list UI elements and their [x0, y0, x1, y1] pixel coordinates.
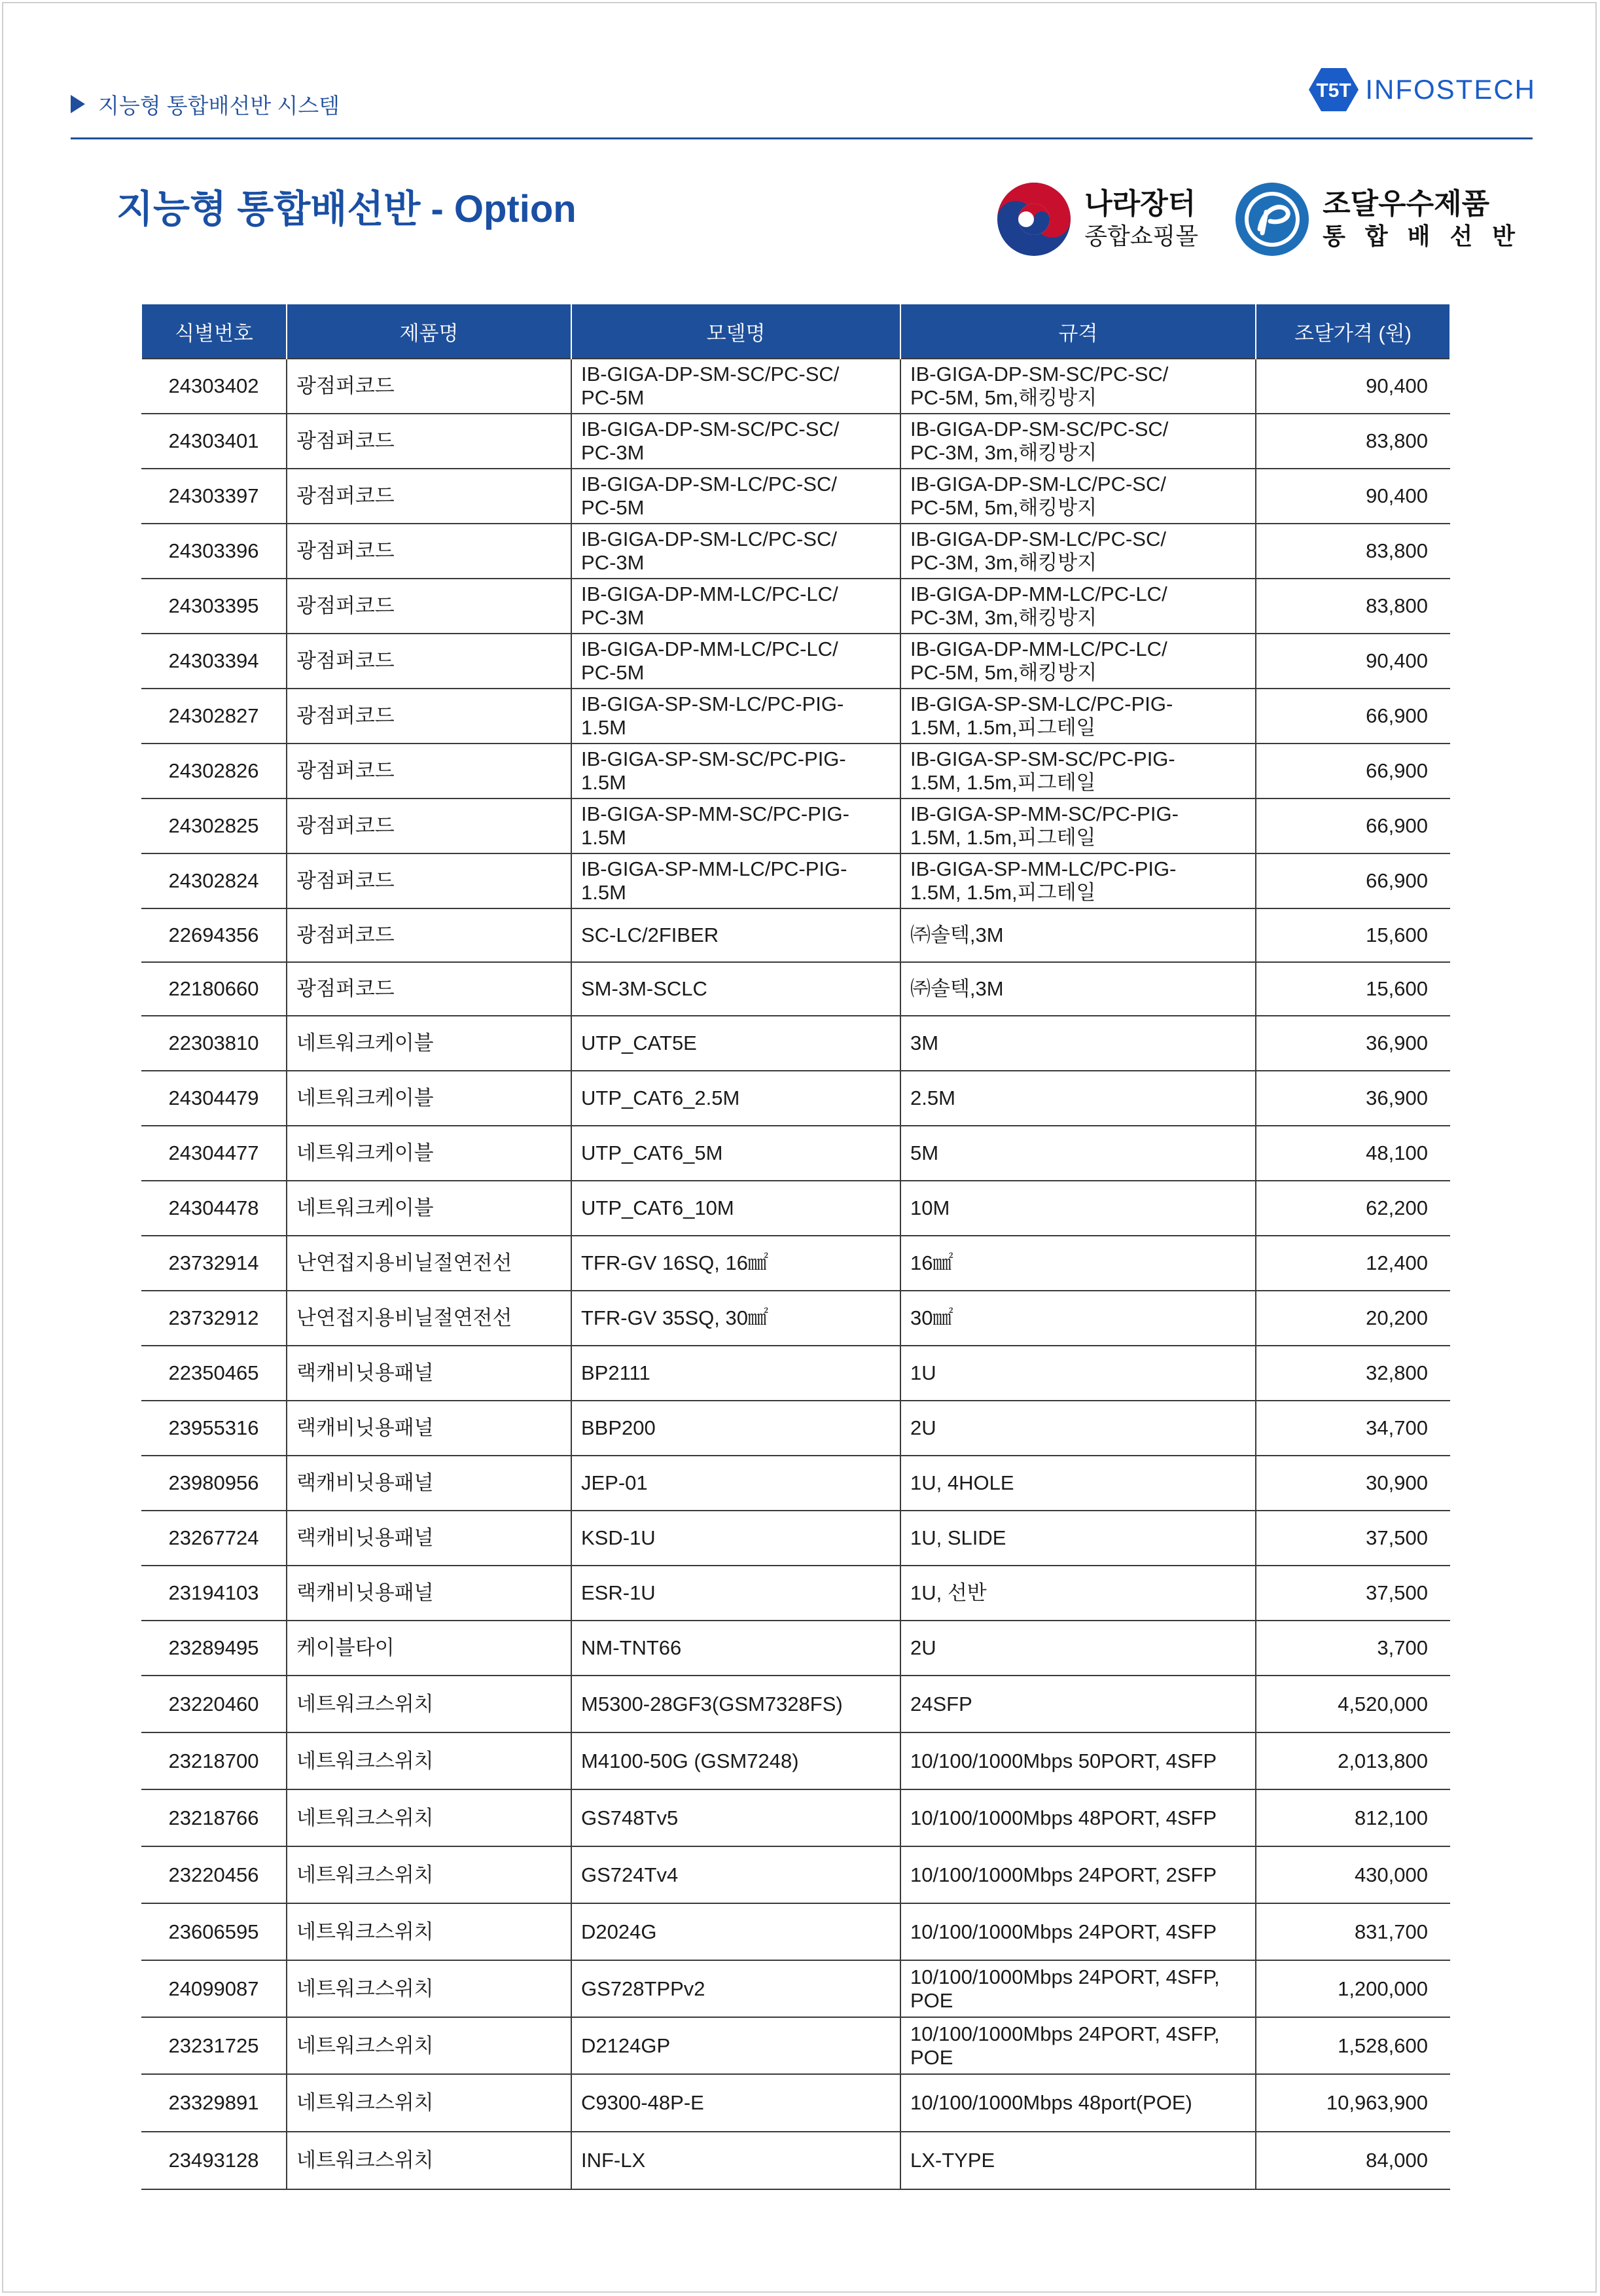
cell-product-name: 광점퍼코드 [287, 634, 571, 689]
table-row [141, 2017, 1450, 2074]
cell-spec: 10/100/1000Mbps 24PORT, 2SFP [900, 1846, 1256, 1903]
cell-product-name: 광점퍼코드 [287, 962, 571, 1016]
cell-id: 23220456 [141, 1846, 287, 1903]
header-price: 조달가격 (원) [1256, 304, 1450, 359]
table-row [141, 962, 1450, 1016]
cell-spec: 5M [900, 1126, 1256, 1181]
cell-model-name: IB-GIGA-DP-SM-LC/PC-SC/ PC-3M [571, 524, 900, 579]
cell-product-name: 광점퍼코드 [287, 689, 571, 744]
nara-marketplace-logo [995, 181, 1198, 258]
table-row [141, 2074, 1450, 2132]
cell-product-name: 네트워크스위치 [287, 2074, 571, 2132]
cell-id: 23267724 [141, 1511, 287, 1566]
triangle-bullet-icon [71, 95, 85, 113]
cell-spec: IB-GIGA-DP-SM-LC/PC-SC/ PC-5M, 5m,해킹방지 [900, 469, 1256, 524]
cell-spec: IB-GIGA-SP-SM-SC/PC-PIG- 1.5M, 1.5m,피그테일 [900, 744, 1256, 798]
cell-price: 66,900 [1256, 853, 1450, 908]
table-row [141, 469, 1450, 524]
excellent-logo-title: 조달우수제품 [1323, 188, 1490, 220]
cell-id: 23732912 [141, 1291, 287, 1346]
cell-id: 24304477 [141, 1126, 287, 1181]
cell-product-name: 네트워크스위치 [287, 1789, 571, 1846]
cell-product-name: 랙캐비닛용패널 [287, 1401, 571, 1456]
table-row [141, 1236, 1450, 1291]
cell-product-name: 랙캐비닛용패널 [287, 1511, 571, 1566]
brand-name: INFOSTECH [1365, 74, 1536, 105]
cell-model-name: INF-LX [571, 2132, 900, 2189]
cell-price: 12,400 [1256, 1236, 1450, 1291]
cell-spec: 24SFP [900, 1676, 1256, 1732]
cell-model-name: TFR-GV 35SQ, 30㎟ [571, 1291, 900, 1346]
cell-price: 4,520,000 [1256, 1676, 1450, 1732]
cell-price: 66,900 [1256, 798, 1450, 853]
cell-spec: 10/100/1000Mbps 24PORT, 4SFP, POE [900, 1960, 1256, 2017]
cell-id: 24303394 [141, 634, 287, 689]
cell-id: 23218700 [141, 1732, 287, 1789]
cell-model-name: SC-LC/2FIBER [571, 908, 900, 962]
cell-model-name: D2124GP [571, 2017, 900, 2074]
cell-id: 24303395 [141, 579, 287, 634]
table-row [141, 1566, 1450, 1621]
table-row [141, 414, 1450, 469]
table-row [141, 1346, 1450, 1401]
cell-model-name: TFR-GV 16SQ, 16㎟ [571, 1236, 900, 1291]
cell-product-name: 네트워크케이블 [287, 1181, 571, 1236]
cell-model-name: UTP_CAT6_2.5M [571, 1071, 900, 1126]
cell-id: 22694356 [141, 908, 287, 962]
cell-model-name: GS748Tv5 [571, 1789, 900, 1846]
cell-product-name: 랙캐비닛용패널 [287, 1566, 571, 1621]
cell-price: 10,963,900 [1256, 2074, 1450, 2132]
cell-price: 2,013,800 [1256, 1732, 1450, 1789]
cell-spec: 30㎟ [900, 1291, 1256, 1346]
table-row [141, 2132, 1450, 2189]
cell-price: 83,800 [1256, 524, 1450, 579]
cell-price: 90,400 [1256, 469, 1450, 524]
table-header-row [141, 304, 1450, 359]
cell-id: 24099087 [141, 1960, 287, 2017]
cell-id: 22303810 [141, 1016, 287, 1071]
table-row [141, 1676, 1450, 1732]
cell-product-name: 난연접지용비닐절연전선 [287, 1236, 571, 1291]
cell-spec: 1U, 선반 [900, 1566, 1256, 1621]
cell-product-name: 네트워크스위치 [287, 1846, 571, 1903]
cell-price: 90,400 [1256, 359, 1450, 414]
cell-product-name: 네트워크스위치 [287, 1903, 571, 1960]
cell-model-name: M4100-50G (GSM7248) [571, 1732, 900, 1789]
table-row [141, 1456, 1450, 1511]
cell-id: 24304479 [141, 1071, 287, 1126]
excellent-product-logo [1234, 181, 1521, 258]
cell-product-name: 랙캐비닛용패널 [287, 1456, 571, 1511]
cell-spec: 10/100/1000Mbps 50PORT, 4SFP [900, 1732, 1256, 1789]
table-row [141, 524, 1450, 579]
cell-product-name: 광점퍼코드 [287, 908, 571, 962]
cell-price: 1,200,000 [1256, 1960, 1450, 2017]
cell-model-name: IB-GIGA-DP-MM-LC/PC-LC/ PC-5M [571, 634, 900, 689]
header-product-name: 제품명 [287, 304, 571, 359]
table-row [141, 689, 1450, 744]
table-row [141, 1016, 1450, 1071]
cell-spec: 2U [900, 1401, 1256, 1456]
cell-spec: IB-GIGA-DP-MM-LC/PC-LC/ PC-5M, 5m,해킹방지 [900, 634, 1256, 689]
cell-id: 23329891 [141, 2074, 287, 2132]
cell-product-name: 난연접지용비닐절연전선 [287, 1291, 571, 1346]
cell-spec: 10/100/1000Mbps 48port(POE) [900, 2074, 1256, 2132]
cell-product-name: 랙캐비닛용패널 [287, 1346, 571, 1401]
cell-model-name: IB-GIGA-SP-SM-SC/PC-PIG- 1.5M [571, 744, 900, 798]
brand-mark-icon [1309, 67, 1359, 113]
cell-price: 32,800 [1256, 1346, 1450, 1401]
cell-price: 66,900 [1256, 744, 1450, 798]
cell-price: 83,800 [1256, 414, 1450, 469]
cell-model-name: GS728TPPv2 [571, 1960, 900, 2017]
cell-id: 24303401 [141, 414, 287, 469]
cell-id: 24302826 [141, 744, 287, 798]
header-rule [71, 137, 1533, 139]
cell-price: 84,000 [1256, 2132, 1450, 2189]
table-row [141, 634, 1450, 689]
cell-id: 24303402 [141, 359, 287, 414]
cell-id: 23980956 [141, 1456, 287, 1511]
cell-price: 831,700 [1256, 1903, 1450, 1960]
cell-model-name: BBP200 [571, 1401, 900, 1456]
cell-price: 36,900 [1256, 1071, 1450, 1126]
table-row [141, 744, 1450, 798]
cell-id: 23493128 [141, 2132, 287, 2189]
cell-id: 24302825 [141, 798, 287, 853]
cell-product-name: 네트워크케이블 [287, 1126, 571, 1181]
cell-id: 22180660 [141, 962, 287, 1016]
cell-price: 37,500 [1256, 1511, 1450, 1566]
cell-model-name: GS724Tv4 [571, 1846, 900, 1903]
cell-price: 62,200 [1256, 1181, 1450, 1236]
cell-spec: IB-GIGA-DP-SM-SC/PC-SC/ PC-5M, 5m,해킹방지 [900, 359, 1256, 414]
cell-model-name: IB-GIGA-DP-MM-LC/PC-LC/ PC-3M [571, 579, 900, 634]
excellent-product-seal-icon [1234, 181, 1311, 258]
cell-product-name: 네트워크스위치 [287, 2017, 571, 2074]
cell-model-name: IB-GIGA-SP-SM-LC/PC-PIG- 1.5M [571, 689, 900, 744]
table-row [141, 1126, 1450, 1181]
table-row [141, 1903, 1450, 1960]
table-row [141, 1071, 1450, 1126]
cell-model-name: D2024G [571, 1903, 900, 1960]
cell-model-name: KSD-1U [571, 1511, 900, 1566]
cell-model-name: IB-GIGA-SP-MM-SC/PC-PIG- 1.5M [571, 798, 900, 853]
cell-id: 23606595 [141, 1903, 287, 1960]
section-label-text: 지능형 통합배선반 시스템 [98, 93, 340, 118]
cell-id: 24304478 [141, 1181, 287, 1236]
cell-model-name: SM-3M-SCLC [571, 962, 900, 1016]
certification-logos [995, 177, 1521, 262]
cell-product-name: 광점퍼코드 [287, 469, 571, 524]
cell-spec: 2.5M [900, 1071, 1256, 1126]
cell-id: 24303396 [141, 524, 287, 579]
cell-model-name: UTP_CAT6_5M [571, 1126, 900, 1181]
section-label [71, 88, 340, 120]
cell-spec: 2U [900, 1621, 1256, 1676]
cell-product-name: 네트워크케이블 [287, 1071, 571, 1126]
cell-product-name: 광점퍼코드 [287, 798, 571, 853]
table-row [141, 1511, 1450, 1566]
cell-product-name: 케이블타이 [287, 1621, 571, 1676]
cell-price: 83,800 [1256, 579, 1450, 634]
cell-spec: 1U [900, 1346, 1256, 1401]
table-row [141, 853, 1450, 908]
table-row [141, 1181, 1450, 1236]
cell-id: 24302824 [141, 853, 287, 908]
cell-price: 37,500 [1256, 1566, 1450, 1621]
cell-id: 24302827 [141, 689, 287, 744]
cell-price: 430,000 [1256, 1846, 1450, 1903]
excellent-logo-subtitle: 통 합 배 선 반 [1323, 223, 1521, 249]
cell-model-name: BP2111 [571, 1346, 900, 1401]
page-title: 지능형 통합배선반 - Option [116, 188, 577, 230]
price-table [141, 304, 1451, 2190]
cell-price: 3,700 [1256, 1621, 1450, 1676]
cell-spec: LX-TYPE [900, 2132, 1256, 2189]
cell-price: 30,900 [1256, 1456, 1450, 1511]
cell-price: 48,100 [1256, 1126, 1450, 1181]
cell-model-name: M5300-28GF3(GSM7328FS) [571, 1676, 900, 1732]
cell-spec: IB-GIGA-SP-MM-SC/PC-PIG- 1.5M, 1.5m,피그테일 [900, 798, 1256, 853]
table-row [141, 1846, 1450, 1903]
cell-model-name: UTP_CAT6_10M [571, 1181, 900, 1236]
table-row [141, 798, 1450, 853]
cell-id: 23732914 [141, 1236, 287, 1291]
brand-logo [1309, 67, 1536, 113]
cell-model-name: C9300-48P-E [571, 2074, 900, 2132]
cell-price: 1,528,600 [1256, 2017, 1450, 2074]
cell-spec: 10/100/1000Mbps 48PORT, 4SFP [900, 1789, 1256, 1846]
table-row [141, 359, 1450, 414]
table-body [141, 359, 1450, 2189]
cell-product-name: 네트워크스위치 [287, 1732, 571, 1789]
nara-logo-subtitle: 종합쇼핑몰 [1084, 223, 1199, 249]
cell-model-name: IB-GIGA-SP-MM-LC/PC-PIG- 1.5M [571, 853, 900, 908]
cell-spec: 1U, SLIDE [900, 1511, 1256, 1566]
cell-id: 23231725 [141, 2017, 287, 2074]
table-row [141, 908, 1450, 962]
cell-model-name: NM-TNT66 [571, 1621, 900, 1676]
cell-product-name: 광점퍼코드 [287, 414, 571, 469]
table-row [141, 1291, 1450, 1346]
cell-product-name: 네트워크케이블 [287, 1016, 571, 1071]
cell-model-name: IB-GIGA-DP-SM-LC/PC-SC/ PC-5M [571, 469, 900, 524]
cell-id: 23218766 [141, 1789, 287, 1846]
table-row [141, 1621, 1450, 1676]
cell-product-name: 네트워크스위치 [287, 1960, 571, 2017]
cell-spec: 16㎟ [900, 1236, 1256, 1291]
header-spec: 규격 [900, 304, 1256, 359]
cell-price: 812,100 [1256, 1789, 1450, 1846]
cell-spec: 10M [900, 1181, 1256, 1236]
table-row [141, 1960, 1450, 2017]
nara-logo-title: 나라장터 [1084, 188, 1196, 220]
cell-id: 24303397 [141, 469, 287, 524]
cell-model-name: IB-GIGA-DP-SM-SC/PC-SC/ PC-3M [571, 414, 900, 469]
cell-price: 36,900 [1256, 1016, 1450, 1071]
cell-price: 20,200 [1256, 1291, 1450, 1346]
cell-id: 23955316 [141, 1401, 287, 1456]
cell-price: 15,600 [1256, 962, 1450, 1016]
cell-product-name: 네트워크스위치 [287, 2132, 571, 2189]
cell-spec: ㈜솔텍,3M [900, 962, 1256, 1016]
cell-price: 15,600 [1256, 908, 1450, 962]
cell-model-name: UTP_CAT5E [571, 1016, 900, 1071]
cell-spec: IB-GIGA-DP-MM-LC/PC-LC/ PC-3M, 3m,해킹방지 [900, 579, 1256, 634]
cell-model-name: IB-GIGA-DP-SM-SC/PC-SC/ PC-5M [571, 359, 900, 414]
cell-spec: IB-GIGA-DP-SM-LC/PC-SC/ PC-3M, 3m,해킹방지 [900, 524, 1256, 579]
cell-product-name: 광점퍼코드 [287, 359, 571, 414]
cell-price: 34,700 [1256, 1401, 1450, 1456]
cell-product-name: 네트워크스위치 [287, 1676, 571, 1732]
cell-model-name: JEP-01 [571, 1456, 900, 1511]
cell-spec: 1U, 4HOLE [900, 1456, 1256, 1511]
table-row [141, 1789, 1450, 1846]
cell-spec: 10/100/1000Mbps 24PORT, 4SFP [900, 1903, 1256, 1960]
cell-id: 23220460 [141, 1676, 287, 1732]
table-row [141, 1732, 1450, 1789]
cell-model-name: ESR-1U [571, 1566, 900, 1621]
table-row [141, 1401, 1450, 1456]
cell-spec: 3M [900, 1016, 1256, 1071]
cell-id: 23289495 [141, 1621, 287, 1676]
cell-spec: IB-GIGA-SP-SM-LC/PC-PIG- 1.5M, 1.5m,피그테일 [900, 689, 1256, 744]
cell-product-name: 광점퍼코드 [287, 524, 571, 579]
cell-spec: ㈜솔텍,3M [900, 908, 1256, 962]
cell-product-name: 광점퍼코드 [287, 579, 571, 634]
cell-product-name: 광점퍼코드 [287, 853, 571, 908]
cell-product-name: 광점퍼코드 [287, 744, 571, 798]
cell-spec: IB-GIGA-DP-SM-SC/PC-SC/ PC-3M, 3m,해킹방지 [900, 414, 1256, 469]
cell-id: 22350465 [141, 1346, 287, 1401]
cell-spec: 10/100/1000Mbps 24PORT, 4SFP, POE [900, 2017, 1256, 2074]
taegeuk-icon [995, 181, 1073, 258]
table-row [141, 579, 1450, 634]
cell-id: 23194103 [141, 1566, 287, 1621]
cell-spec: IB-GIGA-SP-MM-LC/PC-PIG- 1.5M, 1.5m,피그테일 [900, 853, 1256, 908]
cell-price: 66,900 [1256, 689, 1450, 744]
header-model-name: 모델명 [571, 304, 900, 359]
brand-mark-text: T5T [1316, 80, 1351, 101]
cell-price: 90,400 [1256, 634, 1450, 689]
header-id: 식별번호 [141, 304, 287, 359]
